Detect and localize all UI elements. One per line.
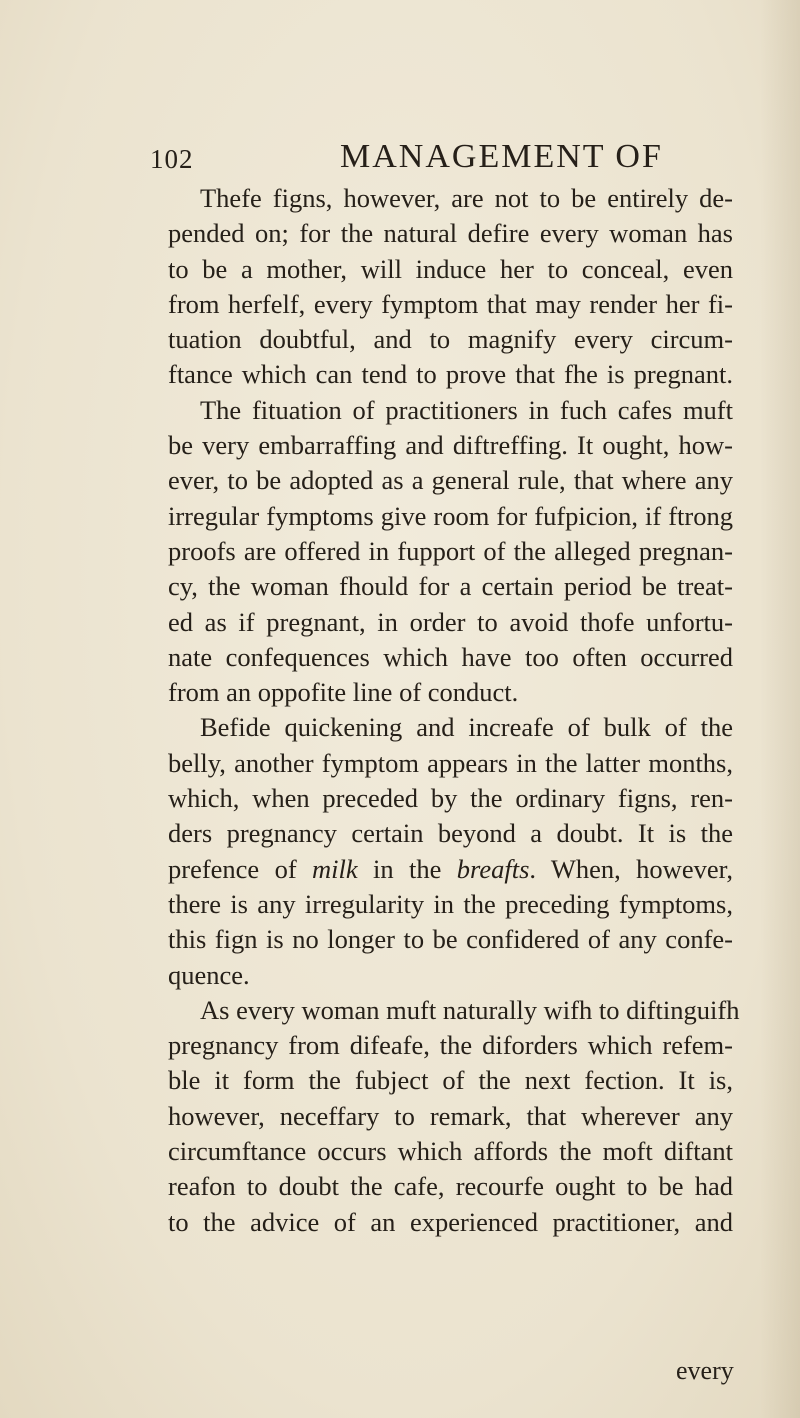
text-line: proofs are offered in fupport of the alleged pregnan- bbox=[168, 535, 733, 566]
text-line: Thefe figns, however, are not to be entirely de- bbox=[200, 183, 733, 213]
text-line: to be a mother, will induce her to conceal, even bbox=[168, 253, 733, 284]
catchword: every bbox=[676, 1356, 734, 1385]
text-fragment: in the bbox=[357, 853, 457, 884]
text-line: belly, another fymptom appears in the latter months, bbox=[168, 747, 733, 778]
text-line: pended on; for the natural defire every woman has bbox=[168, 218, 733, 249]
page-edge-shadow bbox=[760, 0, 800, 1418]
text-line: tuation doubtful, and to magnify every circum- bbox=[168, 324, 733, 355]
italic-word-breafts: breafts bbox=[456, 853, 530, 884]
body-text bbox=[168, 181, 740, 1240]
text-line: however, neceffary to remark, that wherever any bbox=[168, 1100, 733, 1131]
text-fragment: . When, however, bbox=[529, 853, 733, 884]
text-line: circumftance occurs which affords the moft diftant bbox=[168, 1136, 733, 1167]
text-line: irregular fymptoms give room for fufpicion, if ftrong bbox=[168, 500, 733, 531]
text-line-with-italics bbox=[168, 852, 733, 887]
text-line: ed as if pregnant, in order to avoid thofe unfortu- bbox=[168, 606, 733, 637]
text-line: there is any irregularity in the preceding fymptoms, bbox=[168, 888, 733, 919]
text-line: to the advice of an experienced practitioner, and bbox=[168, 1206, 733, 1237]
text-line: reafon to doubt the cafe, recourfe ought to be had bbox=[168, 1171, 733, 1202]
page-header bbox=[150, 138, 710, 184]
text-line: The fituation of practitioners in fuch cafes muft bbox=[200, 394, 733, 425]
text-line: from herfelf, every fymptom that may render her fi- bbox=[168, 288, 733, 319]
text-line: which, when preceded by the ordinary figns, ren- bbox=[168, 783, 733, 814]
page-number: 102 bbox=[150, 144, 194, 174]
text-line: this fign is no longer to be confidered of any confe- bbox=[168, 924, 733, 955]
running-head: MANAGEMENT OF bbox=[340, 138, 663, 175]
italic-word-milk: milk bbox=[312, 853, 358, 884]
text-line: As every woman muft naturally wifh to diftinguifh bbox=[200, 994, 740, 1025]
text-line: quence. bbox=[168, 959, 250, 990]
text-line: be very embarraffing and diftreffing. It ought, how- bbox=[168, 430, 733, 461]
text-line: from an oppofite line of conduct. bbox=[168, 677, 519, 708]
text-line: nate confequences which have too often occurred bbox=[168, 641, 733, 672]
text-line: cy, the woman fhould for a certain period be treat- bbox=[168, 571, 733, 602]
text-line: ever, to be adopted as a general rule, that where any bbox=[168, 465, 733, 496]
text-line: ders pregnancy certain beyond a doubt. It is the bbox=[168, 818, 733, 849]
text-line: ble it form the fubject of the next fection. It is, bbox=[168, 1065, 733, 1096]
text-fragment: prefence of bbox=[168, 853, 313, 884]
text-line: Befide quickening and increafe of bulk of the bbox=[200, 712, 733, 743]
text-line: ftance which can tend to prove that fhe is pregnant. bbox=[168, 359, 733, 390]
text-line: pregnancy from difeafe, the diforders which refem- bbox=[168, 1030, 733, 1061]
